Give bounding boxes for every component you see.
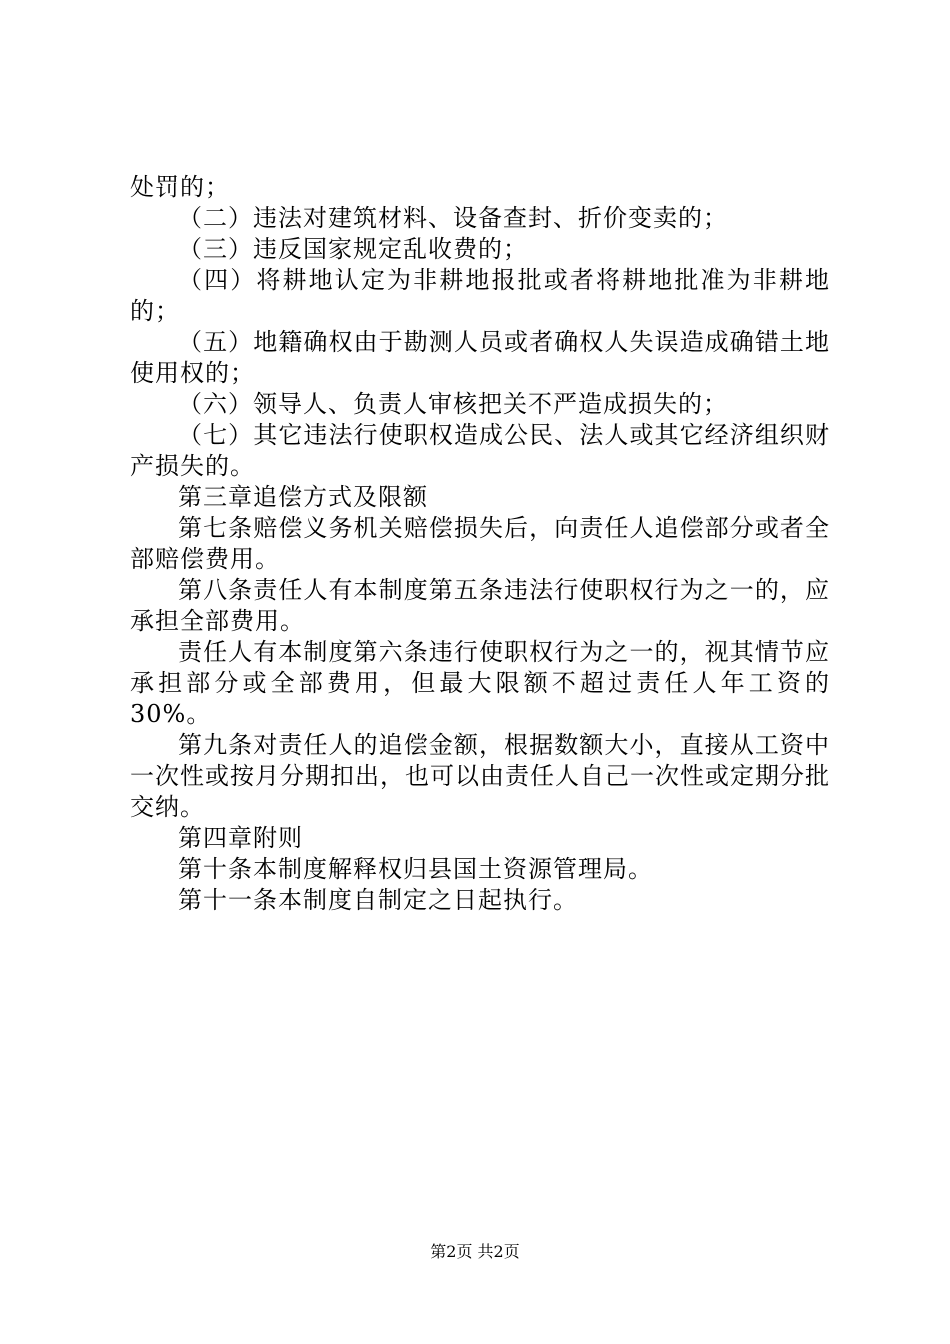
page-footer: 第2页 共2页 [430, 1242, 520, 1261]
article-8: 第八条责任人有本制度第五条违法行使职权行为之一的，应承担全部费用。 [130, 576, 830, 635]
paragraph-5: （五）地籍确权由于勘测人员或者确权人失误造成确错土地使用权的； [130, 328, 830, 387]
article-9: 第九条对责任人的追偿金额，根据数额大小，直接从工资中一次性或按月分期扣出，也可以由责任人自己一次性或定期分批交纳。 [130, 731, 830, 821]
chapter-3-heading: 第三章追偿方式及限额 [178, 483, 428, 511]
paragraph-7: （七）其它违法行使职权造成公民、法人或其它经济组织财产损失的。 [130, 421, 830, 480]
paragraph-4: （四）将耕地认定为非耕地报批或者将耕地批准为非耕地的； [130, 266, 830, 325]
document-body [130, 172, 830, 916]
paragraph-3: （三）违反国家规定乱收费的； [178, 235, 528, 263]
paragraph-1: 处罚的； [130, 173, 230, 201]
article-7: 第七条赔偿义务机关赔偿损失后，向责任人追偿部分或者全部赔偿费用。 [130, 514, 830, 573]
paragraph-6: （六）领导人、负责人审核把关不严造成损失的； [178, 390, 728, 418]
article-8-clause-2: 责任人有本制度第六条违行使职权行为之一的，视其情节应承担部分或全部费用，但最大限额不超过责任人年工资的30%。 [130, 638, 830, 728]
paragraph-2: （二）违法对建筑材料、设备查封、折价变卖的； [178, 204, 728, 232]
article-11: 第十一条本制度自制定之日起执行。 [178, 886, 578, 914]
chapter-4-heading: 第四章附则 [178, 824, 303, 852]
article-10: 第十条本制度解释权归县国土资源管理局。 [178, 855, 653, 883]
